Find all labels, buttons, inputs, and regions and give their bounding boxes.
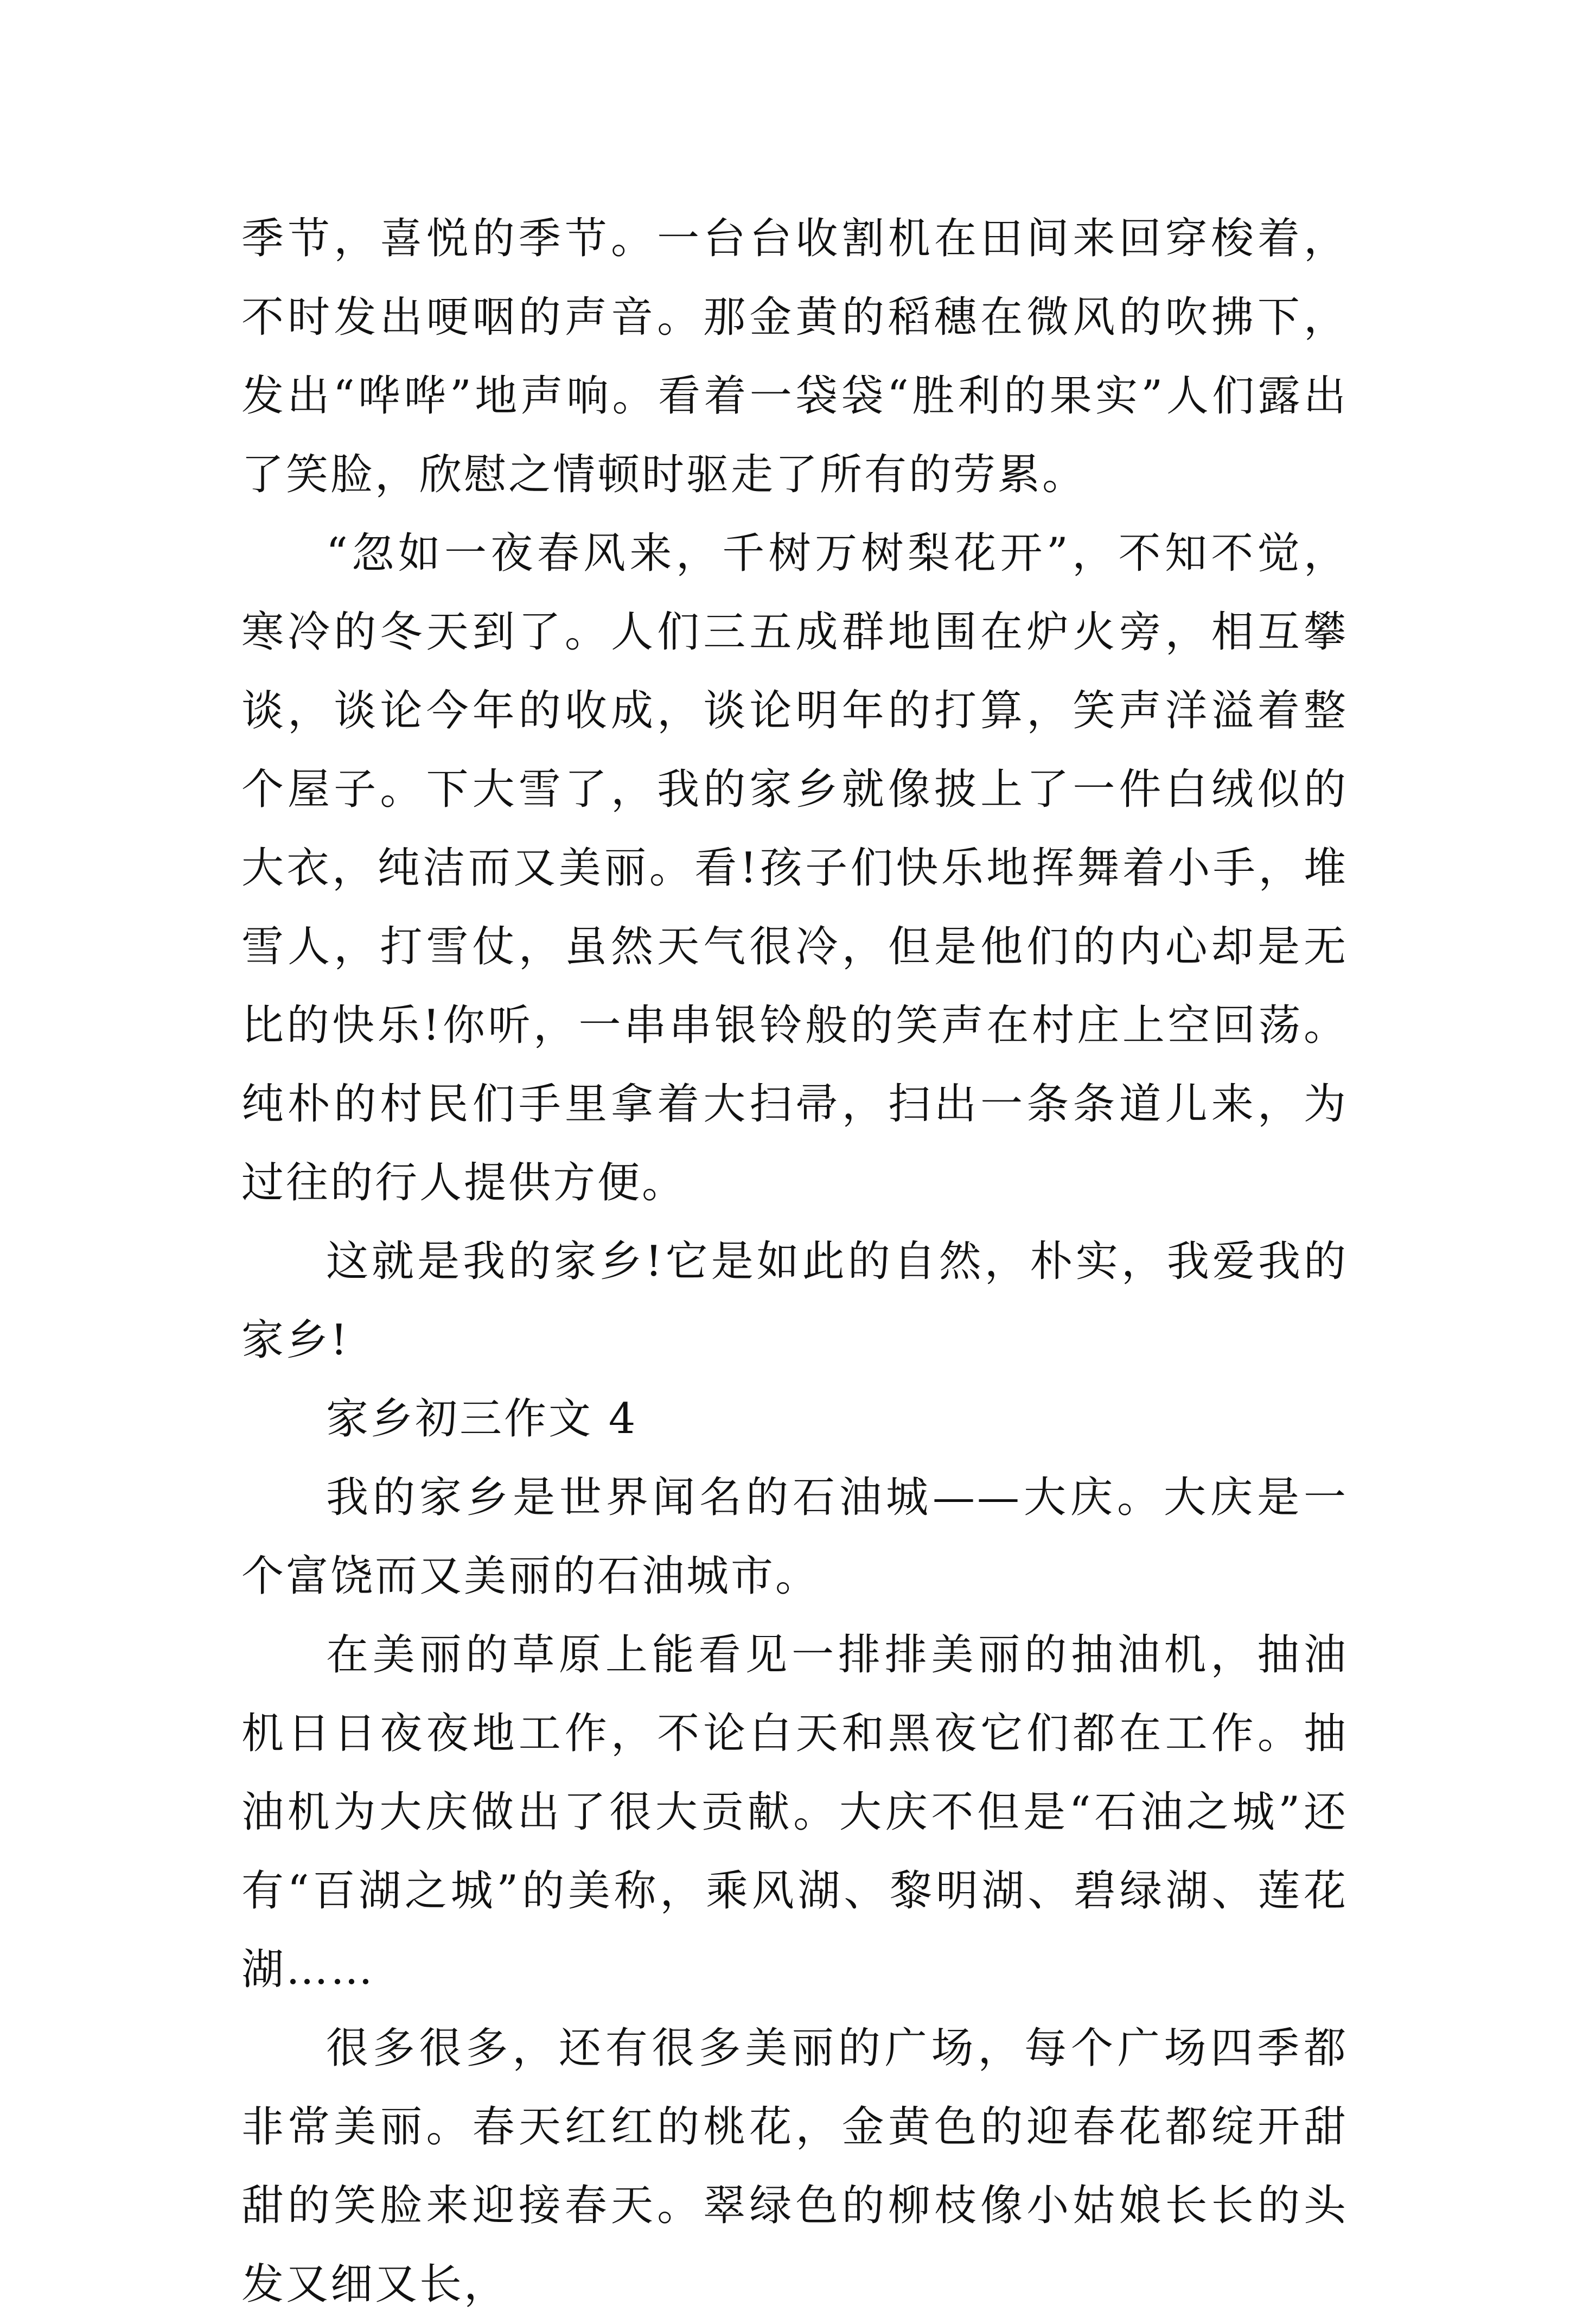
paragraph-conclusion: 这就是我的家乡!它是如此的自然，朴实，我爱我的家乡! — [241, 1237, 1348, 1365]
essay-heading: 家乡初三作文 4 — [326, 1395, 638, 1443]
paragraph-oil-pumps: 在美丽的草原上能看见一排排美丽的抽油机，抽油机日日夜夜地工作，不论白天和黑夜它们都在工作。抽油机为大庆做出了很大贡献。大庆不但是“石油之城”还有“百湖之城”的美称，乘风湖、黎明湖、碧绿湖、莲花湖…… — [241, 1631, 1348, 1994]
paragraph-winter: “忽如一夜春风来，千树万树梨花开”，不知不觉，寒冷的冬天到了。人们三五成群地围在炉火旁，相互攀谈，谈论今年的收成，谈论明年的打算，笑声洋溢着整个屋子。下大雪了，我的家乡就像披上了一件白绒似的大衣，纯洁而又美丽。看!孩子们快乐地挥舞着小手，堆雪人，打雪仗，虽然天气很冷，但是他们的内心却是无比的快乐!你听，一串串银铃般的笑声在村庄上空回荡。纯朴的村民们手里拿着大扫帚，扫出一条条道儿来，为过往的行人提供方便。 — [241, 529, 1348, 1207]
paragraph-squares: 很多很多，还有很多美丽的广场，每个广场四季都非常美丽。春天红红的桃花，金黄色的迎春花都绽开甜甜的笑脸来迎接春天。翠绿色的柳枝像小姑娘长长的头发又细又长， — [241, 2024, 1348, 2309]
paragraph-harvest: 季节，喜悦的季节。一台台收割机在田间来回穿梭着，不时发出哽咽的声音。那金黄的稻穗在微风的吹拂下，发出“哗哗”地声响。看着一袋袋“胜利的果实”人们露出了笑脸，欣慰之情顿时驱走了所有的劳累。 — [241, 214, 1348, 499]
document-body — [241, 200, 1348, 2324]
paragraph-daqing-intro: 我的家乡是世界闻名的石油城——大庆。大庆是一个富饶而又美丽的石油城市。 — [241, 1473, 1348, 1601]
